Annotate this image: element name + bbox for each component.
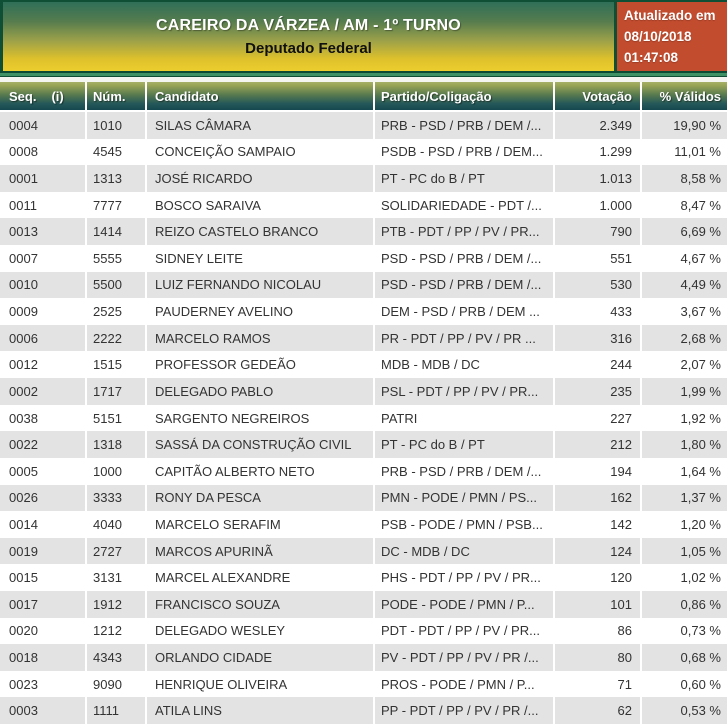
num-cell: 5555 — [85, 245, 145, 272]
candidato-cell: MARCEL ALEXANDRE — [145, 564, 373, 591]
votacao-cell: 80 — [553, 644, 640, 671]
partido-cell: PATRI — [373, 405, 553, 432]
table-row — [0, 245, 727, 272]
candidato-cell: MARCELO SERAFIM — [145, 511, 373, 538]
table-row — [0, 458, 727, 485]
votacao-cell: 1.000 — [553, 192, 640, 219]
pct-validos-cell: 0,53 % — [640, 697, 727, 724]
pct-validos-cell: 2,07 % — [640, 351, 727, 378]
column-header-votacao: Votação — [553, 82, 640, 110]
column-header-seq — [0, 82, 85, 110]
pct-validos-cell: 1,05 % — [640, 538, 727, 565]
table-row — [0, 591, 727, 618]
votacao-cell: 62 — [553, 697, 640, 724]
pct-validos-cell: 0,68 % — [640, 644, 727, 671]
num-cell: 1414 — [85, 218, 145, 245]
candidato-cell: LUIZ FERNANDO NICOLAU — [145, 272, 373, 299]
votacao-cell: 235 — [553, 378, 640, 405]
candidato-cell: FRANCISCO SOUZA — [145, 591, 373, 618]
partido-cell: PSL - PDT / PP / PV / PR... — [373, 378, 553, 405]
pct-validos-cell: 4,67 % — [640, 245, 727, 272]
table-row — [0, 325, 727, 352]
votacao-cell: 530 — [553, 272, 640, 299]
table-row — [0, 139, 727, 166]
table-row — [0, 511, 727, 538]
results-table — [0, 82, 727, 724]
seq-cell: 0022 — [9, 437, 38, 453]
seq-cell: 0038 — [9, 410, 38, 426]
pct-validos-cell: 0,86 % — [640, 591, 727, 618]
pct-validos-cell: 1,64 % — [640, 458, 727, 485]
table-row — [0, 564, 727, 591]
pct-validos-cell: 11,01 % — [640, 139, 727, 166]
votacao-cell: 162 — [553, 485, 640, 512]
pct-validos-cell: 0,73 % — [640, 618, 727, 645]
num-cell: 1111 — [85, 697, 145, 724]
votacao-cell: 1.299 — [553, 139, 640, 166]
seq-cell: 0003 — [9, 703, 38, 719]
pct-validos-cell: 1,92 % — [640, 405, 727, 432]
candidato-cell: SARGENTO NEGREIROS — [145, 405, 373, 432]
candidato-cell: REIZO CASTELO BRANCO — [145, 218, 373, 245]
num-cell: 5500 — [85, 272, 145, 299]
votacao-cell: 551 — [553, 245, 640, 272]
partido-cell: PODE - PODE / PMN / P... — [373, 591, 553, 618]
partido-cell: PT - PC do B / PT — [373, 431, 553, 458]
candidato-cell: DELEGADO WESLEY — [145, 618, 373, 645]
partido-cell: PSD - PSD / PRB / DEM /... — [373, 245, 553, 272]
num-cell: 1212 — [85, 618, 145, 645]
votacao-cell: 2.349 — [553, 112, 640, 139]
separator-line-light — [0, 73, 727, 76]
page-title: CAREIRO DA VÁRZEA / AM - 1º TURNO — [156, 16, 461, 34]
top-banner-strip — [0, 0, 727, 77]
table-body — [0, 112, 727, 724]
candidato-cell: CAPITÃO ALBERTO NETO — [145, 458, 373, 485]
table-row — [0, 192, 727, 219]
votacao-cell: 194 — [553, 458, 640, 485]
partido-cell: PSDB - PSD / PRB / DEM... — [373, 139, 553, 166]
updated-label: Atualizado em — [624, 8, 716, 23]
table-row — [0, 218, 727, 245]
seq-cell: 0008 — [9, 144, 38, 160]
partido-cell: PR - PDT / PP / PV / PR ... — [373, 325, 553, 352]
partido-cell: PMN - PODE / PMN / PS... — [373, 485, 553, 512]
updated-date: 08/10/2018 — [624, 29, 692, 44]
pct-validos-cell: 3,67 % — [640, 298, 727, 325]
seq-cell: 0010 — [9, 277, 38, 293]
candidato-cell: HENRIQUE OLIVEIRA — [145, 671, 373, 698]
pct-validos-cell: 8,58 % — [640, 165, 727, 192]
num-cell: 2222 — [85, 325, 145, 352]
votacao-cell: 142 — [553, 511, 640, 538]
seq-cell: 0023 — [9, 676, 38, 692]
seq-cell: 0009 — [9, 304, 38, 320]
candidato-cell: MARCELO RAMOS — [145, 325, 373, 352]
partido-cell: PRB - PSD / PRB / DEM /... — [373, 458, 553, 485]
pct-validos-cell: 2,68 % — [640, 325, 727, 352]
table-row — [0, 644, 727, 671]
num-cell: 1000 — [85, 458, 145, 485]
table-row — [0, 405, 727, 432]
num-cell: 4545 — [85, 139, 145, 166]
num-cell: 5151 — [85, 405, 145, 432]
table-row — [0, 618, 727, 645]
partido-cell: PSD - PSD / PRB / DEM /... — [373, 272, 553, 299]
partido-cell: PTB - PDT / PP / PV / PR... — [373, 218, 553, 245]
table-row — [0, 538, 727, 565]
partido-cell: PHS - PDT / PP / PV / PR... — [373, 564, 553, 591]
pct-validos-cell: 1,80 % — [640, 431, 727, 458]
table-row — [0, 298, 727, 325]
partido-cell: MDB - MDB / DC — [373, 351, 553, 378]
votacao-cell: 433 — [553, 298, 640, 325]
candidato-cell: CONCEIÇÃO SAMPAIO — [145, 139, 373, 166]
seq-cell: 0013 — [9, 224, 38, 240]
column-header-num: Núm. — [85, 82, 145, 110]
candidato-cell: RONY DA PESCA — [145, 485, 373, 512]
seq-cell: 0007 — [9, 250, 38, 266]
num-cell: 1010 — [85, 112, 145, 139]
seq-cell: 0001 — [9, 171, 38, 187]
candidato-cell: PAUDERNEY AVELINO — [145, 298, 373, 325]
votacao-cell: 212 — [553, 431, 640, 458]
pct-validos-cell: 6,69 % — [640, 218, 727, 245]
page-subtitle: Deputado Federal — [245, 39, 372, 57]
column-header-validos: % Válidos — [640, 82, 727, 110]
candidato-cell: PROFESSOR GEDEÃO — [145, 351, 373, 378]
partido-cell: SOLIDARIEDADE - PDT /... — [373, 192, 553, 219]
votacao-cell: 227 — [553, 405, 640, 432]
pct-validos-cell: 0,60 % — [640, 671, 727, 698]
table-header-row — [0, 82, 727, 110]
info-icon[interactable]: (i) — [51, 88, 64, 104]
num-cell: 3131 — [85, 564, 145, 591]
partido-cell: PP - PDT / PP / PV / PR /... — [373, 697, 553, 724]
table-row — [0, 165, 727, 192]
num-cell: 4343 — [85, 644, 145, 671]
num-cell: 2525 — [85, 298, 145, 325]
pct-validos-cell: 1,99 % — [640, 378, 727, 405]
table-row — [0, 697, 727, 724]
election-banner — [3, 2, 614, 71]
seq-cell: 0004 — [9, 117, 38, 133]
table-row — [0, 378, 727, 405]
num-cell: 1717 — [85, 378, 145, 405]
votacao-cell: 71 — [553, 671, 640, 698]
column-header-candidato: Candidato — [145, 82, 373, 110]
pct-validos-cell: 1,02 % — [640, 564, 727, 591]
partido-cell: PRB - PSD / PRB / DEM /... — [373, 112, 553, 139]
candidato-cell: ORLANDO CIDADE — [145, 644, 373, 671]
votacao-cell: 244 — [553, 351, 640, 378]
num-cell: 1318 — [85, 431, 145, 458]
pct-validos-cell: 1,20 % — [640, 511, 727, 538]
pct-validos-cell: 1,37 % — [640, 485, 727, 512]
table-row — [0, 485, 727, 512]
seq-cell: 0011 — [9, 197, 37, 213]
candidato-cell: SASSÁ DA CONSTRUÇÃO CIVIL — [145, 431, 373, 458]
partido-cell: PT - PC do B / PT — [373, 165, 553, 192]
num-cell: 1313 — [85, 165, 145, 192]
votacao-cell: 124 — [553, 538, 640, 565]
partido-cell: DC - MDB / DC — [373, 538, 553, 565]
seq-cell: 0017 — [9, 596, 38, 612]
votacao-cell: 101 — [553, 591, 640, 618]
column-header-partido: Partido/Coligação — [373, 82, 553, 110]
table-row — [0, 112, 727, 139]
table-row — [0, 351, 727, 378]
seq-cell: 0006 — [9, 330, 38, 346]
seq-cell: 0002 — [9, 383, 38, 399]
table-row — [0, 431, 727, 458]
updated-box — [617, 2, 727, 71]
table-row — [0, 272, 727, 299]
seq-cell: 0015 — [9, 570, 38, 586]
votacao-cell: 790 — [553, 218, 640, 245]
votacao-cell: 1.013 — [553, 165, 640, 192]
partido-cell: PSB - PODE / PMN / PSB... — [373, 511, 553, 538]
seq-cell: 0019 — [9, 543, 38, 559]
partido-cell: PROS - PODE / PMN / P... — [373, 671, 553, 698]
votacao-cell: 86 — [553, 618, 640, 645]
candidato-cell: BOSCO SARAIVA — [145, 192, 373, 219]
pct-validos-cell: 4,49 % — [640, 272, 727, 299]
num-cell: 9090 — [85, 671, 145, 698]
seq-cell: 0005 — [9, 463, 38, 479]
seq-cell: 0018 — [9, 649, 38, 665]
candidato-cell: ATILA LINS — [145, 697, 373, 724]
table-row — [0, 671, 727, 698]
num-cell: 7777 — [85, 192, 145, 219]
candidato-cell: JOSÉ RICARDO — [145, 165, 373, 192]
num-cell: 2727 — [85, 538, 145, 565]
num-cell: 4040 — [85, 511, 145, 538]
seq-cell: 0020 — [9, 623, 38, 639]
partido-cell: DEM - PSD / PRB / DEM ... — [373, 298, 553, 325]
pct-validos-cell: 19,90 % — [640, 112, 727, 139]
candidato-cell: DELEGADO PABLO — [145, 378, 373, 405]
candidato-cell: SILAS CÂMARA — [145, 112, 373, 139]
partido-cell: PDT - PDT / PP / PV / PR... — [373, 618, 553, 645]
num-cell: 3333 — [85, 485, 145, 512]
updated-time: 01:47:08 — [624, 50, 679, 65]
partido-cell: PV - PDT / PP / PV / PR /... — [373, 644, 553, 671]
seq-cell: 0014 — [9, 516, 38, 532]
candidato-cell: SIDNEY LEITE — [145, 245, 373, 272]
votacao-cell: 120 — [553, 564, 640, 591]
pct-validos-cell: 8,47 % — [640, 192, 727, 219]
num-cell: 1912 — [85, 591, 145, 618]
votacao-cell: 316 — [553, 325, 640, 352]
candidato-cell: MARCOS APURINÃ — [145, 538, 373, 565]
seq-cell: 0012 — [9, 357, 38, 373]
seq-header-label: Seq. — [9, 88, 37, 104]
seq-cell: 0026 — [9, 490, 38, 506]
num-cell: 1515 — [85, 351, 145, 378]
